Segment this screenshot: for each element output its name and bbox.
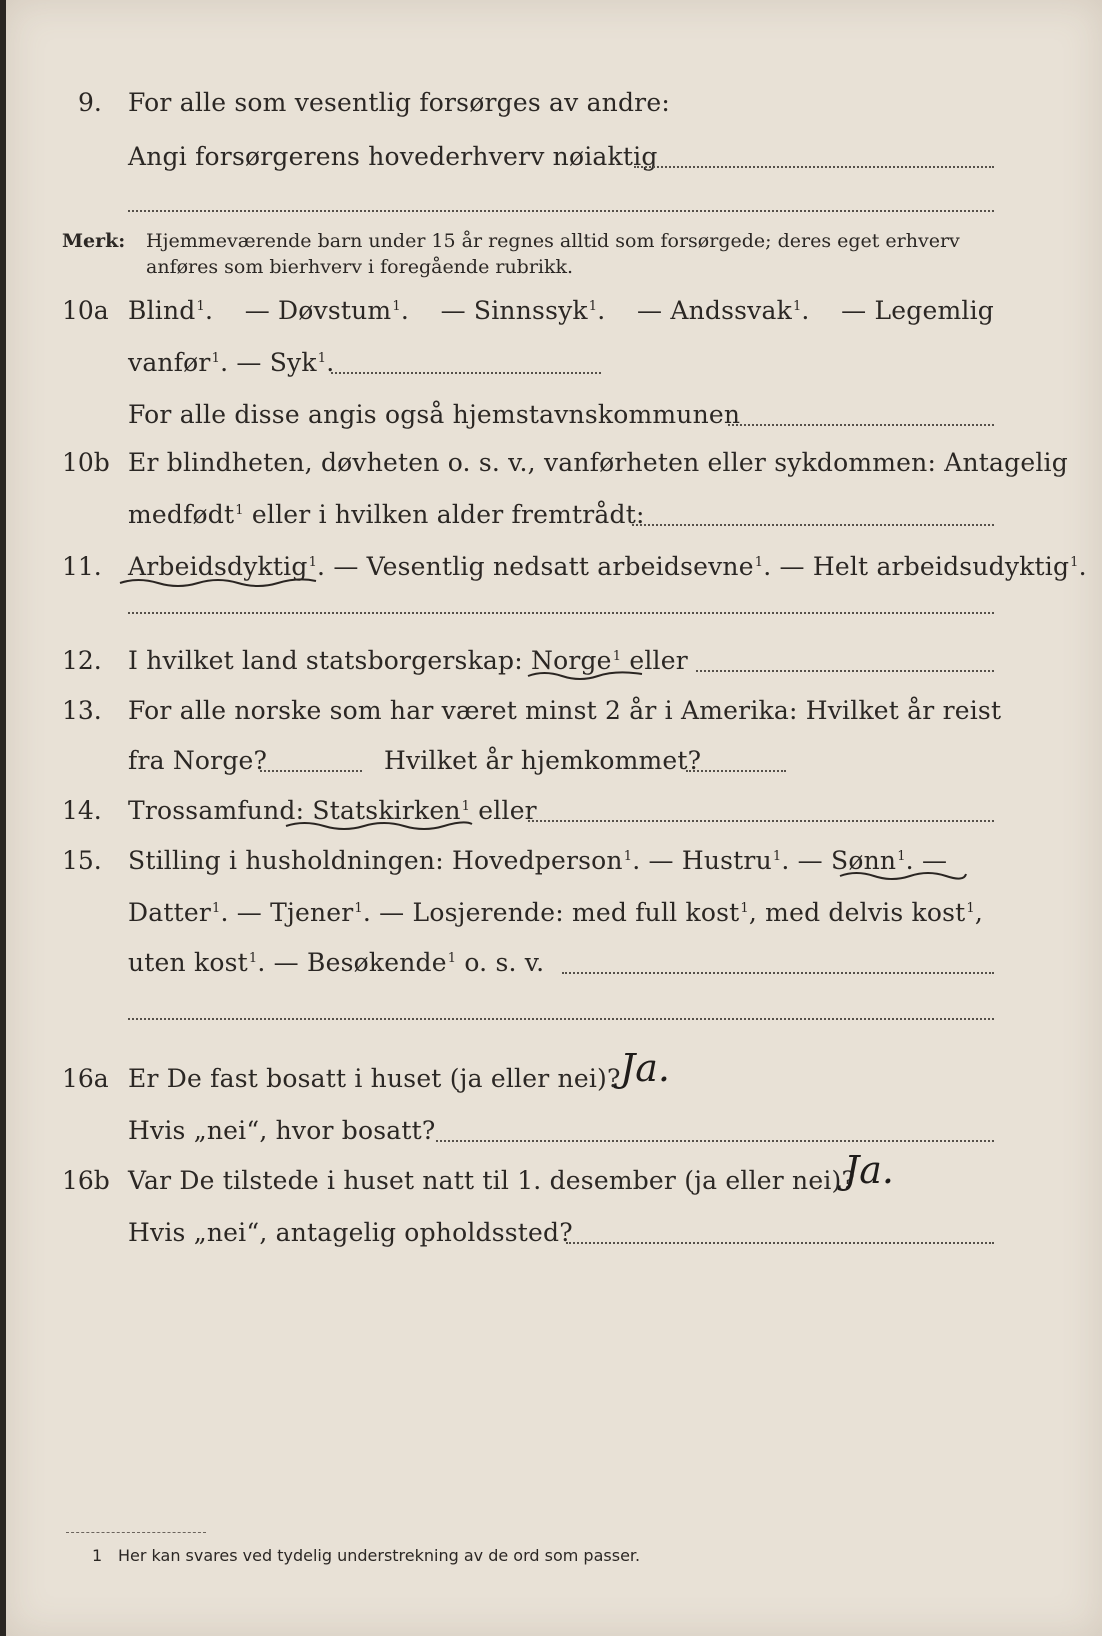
footnote-rule: [66, 1532, 206, 1533]
q15-answer-line[interactable]: [562, 972, 994, 974]
option-arbeidsdyktig: Arbeidsdyktig: [128, 552, 308, 581]
q16a-answer-line[interactable]: [436, 1140, 994, 1142]
q16a-handwritten-answer[interactable]: Ja.: [620, 1046, 670, 1090]
merk-text-line1: Hjemmeværende barn under 15 år regnes alltid som forsørgede; deres eget erhverv: [146, 230, 960, 252]
option-sonn: Sønn: [831, 846, 897, 875]
footnote-text: Her kan svares ved tydelig understrekning av de ord som passer.: [118, 1546, 641, 1565]
q10a-line1: [128, 296, 994, 325]
q10a-number: 10a: [62, 296, 109, 325]
q11-line: Arbeidsdyktig$^1$. — Vesentlig nedsatt arbeidsevne$^1$. — Helt arbeidsudyktig$^1$.: [128, 552, 1087, 581]
q10b-line1: Er blindheten, døvheten o. s. v., vanførheten eller sykdommen: Antagelig: [128, 448, 1068, 477]
q12-answer-line[interactable]: [696, 670, 994, 672]
q10a-line2: vanfør$^1$. — Syk$^1$.: [128, 348, 335, 377]
footnote-mark: 1: [92, 1546, 103, 1565]
option-dovstum: — Døvstum$^1$.: [244, 296, 409, 325]
option-syk: — Syk: [236, 348, 317, 377]
q13-hjemkommet-answer-line[interactable]: [686, 770, 786, 772]
q15-line1: Stilling i husholdningen: Hovedperson$^1$. — Hustru$^1$. — Sønn$^1$. —: [128, 846, 948, 875]
option-sinnssyk: — Sinnssyk$^1$.: [440, 296, 606, 325]
option-vanfor: vanfør: [128, 348, 211, 377]
q10b-answer-line[interactable]: [632, 524, 994, 526]
q14-number: 14.: [62, 796, 102, 825]
q10b-number: 10b: [62, 448, 110, 477]
q12-number: 12.: [62, 646, 102, 675]
q12-line: I hvilket land statsborgerskap: Norge$^1$ eller: [128, 646, 688, 675]
q16a-line2: Hvis „nei“, hvor bosatt?: [128, 1116, 436, 1145]
q16a-number: 16a: [62, 1064, 109, 1093]
q9-text-line2: Angi forsørgerens hovederhverv nøiaktig: [128, 142, 658, 171]
q11-handwritten-underline: [118, 575, 318, 589]
q9-text-line1: For alle som vesentlig forsørges av andre:: [128, 88, 670, 117]
q14-handwritten-underline: [284, 818, 474, 832]
q16b-answer-line[interactable]: [566, 1242, 994, 1244]
q16a-line1: Er De fast bosatt i huset (ja eller nei)?: [128, 1064, 621, 1093]
q13-line1: For alle norske som har været minst 2 år i Amerika: Hvilket år reist: [128, 696, 1002, 725]
q16b-line2: Hvis „nei“, antagelig opholdssted?: [128, 1218, 573, 1247]
q10a-line3: For alle disse angis også hjemstavnskommunen: [128, 400, 741, 429]
q10b-line2: medfødt$^1$ eller i hvilken alder fremtrådt:: [128, 500, 645, 529]
option-norge: Norge: [531, 646, 612, 675]
option-legemlig: — Legemlig: [841, 296, 994, 325]
q14-line: Trossamfund: Statskirken$^1$ eller: [128, 796, 537, 825]
option-blind: Blind$^1$.: [128, 296, 214, 325]
q9-answer-line2[interactable]: [128, 210, 994, 212]
q16b-number: 16b: [62, 1166, 110, 1195]
q9-number: 9.: [78, 88, 102, 117]
q13-number: 13.: [62, 696, 102, 725]
q16b-handwritten-answer[interactable]: Ja.: [844, 1148, 894, 1192]
census-form-page: [6, 0, 1102, 1636]
q13-reist-answer-line[interactable]: [260, 770, 362, 772]
q10a-hjemstavn-answer-line[interactable]: [728, 424, 994, 426]
merk-text-line2: anføres som bierhverv i foregående rubrikk.: [146, 256, 574, 278]
q14-answer-line[interactable]: [528, 820, 994, 822]
q15-answer-line2[interactable]: [128, 1018, 994, 1020]
q15-line3: uten kost$^1$. — Besøkende$^1$ o. s. v.: [128, 948, 545, 977]
q16b-line1: Var De tilstede i huset natt til 1. desember (ja eller nei)?: [128, 1166, 856, 1195]
q10a-syk-answer-line[interactable]: [331, 372, 601, 374]
option-statskirken: Statskirken: [312, 796, 461, 825]
q15-handwritten-underline: [838, 868, 968, 882]
option-andssvak: — Andssvak$^1$.: [636, 296, 810, 325]
q13-line2b: Hvilket år hjemkommet?: [384, 746, 702, 775]
q11-answer-line[interactable]: [128, 612, 994, 614]
merk-label: Merk:: [62, 230, 126, 252]
q9-answer-line[interactable]: [634, 166, 994, 168]
q15-number: 15.: [62, 846, 102, 875]
q11-number: 11.: [62, 552, 102, 581]
q15-line2: Datter$^1$. — Tjener$^1$. — Losjerende: med full kost$^1$, med delvis kost$^1$,: [128, 898, 984, 927]
q13-line2a: fra Norge?: [128, 746, 268, 775]
q12-handwritten-underline: [526, 668, 646, 682]
